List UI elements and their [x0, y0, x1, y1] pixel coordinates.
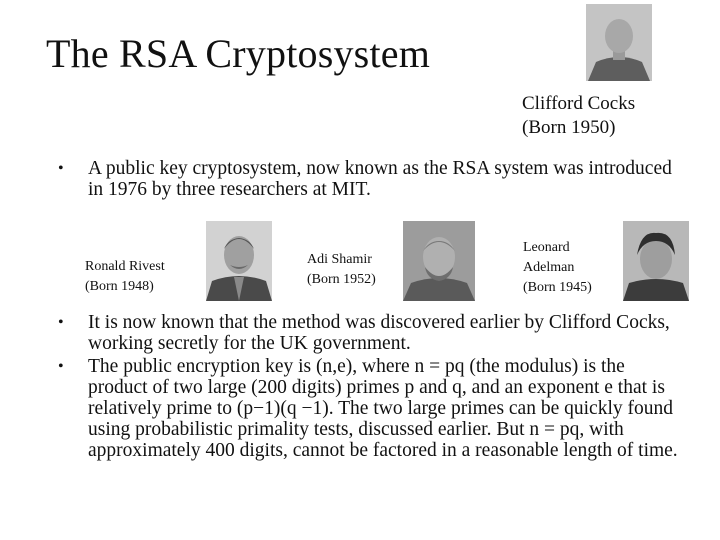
slide-title: The RSA Cryptosystem	[46, 31, 431, 76]
clifford-cocks-name: Clifford Cocks	[522, 93, 636, 114]
bullet-marker: •	[58, 314, 64, 331]
bullet-marker: •	[58, 160, 64, 177]
clifford-cocks-born: (Born 1950)	[522, 117, 616, 138]
shamir-name: Adi Shamir	[307, 252, 372, 267]
leonard-adelman-photo	[623, 221, 689, 301]
adelman-born: (Born 1945)	[523, 280, 592, 295]
clifford-cocks-photo	[586, 4, 652, 81]
shamir-born: (Born 1952)	[307, 272, 376, 287]
bullet-cocks-discovery	[58, 312, 678, 354]
adelman-name: Leonard	[523, 240, 570, 255]
adelman-name-2: Adelman	[523, 260, 575, 275]
ronald-rivest-photo	[206, 221, 272, 301]
bullet-text: The public encryption key is (n,e), where n = pq (the modulus) is the product of two large (200 digits) primes p and q, and an exponent e that is relatively prime to (p−1)(q −1). The two large primes can be quickly found using probabilistic primality tests, discussed earlier. But n = pq, with approximately 400 digits, cannot be factored in a reasonable length of time.	[88, 356, 678, 461]
rivest-name: Ronald Rivest	[85, 259, 165, 274]
rivest-born: (Born 1948)	[85, 279, 154, 294]
bullet-public-key	[58, 356, 678, 461]
rivest-caption	[85, 257, 165, 297]
clifford-cocks-caption	[522, 92, 635, 140]
bullet-rsa-intro	[58, 158, 678, 200]
shamir-caption	[307, 250, 376, 290]
bullet-text: A public key cryptosystem, now known as the RSA system was introduced in 1976 by three researchers at MIT.	[88, 158, 672, 200]
bullet-marker: •	[58, 358, 64, 375]
adelman-caption	[523, 238, 592, 298]
bullet-text: It is now known that the method was discovered earlier by Clifford Cocks, working secretly for the UK government.	[88, 312, 670, 354]
adi-shamir-photo	[403, 221, 475, 301]
